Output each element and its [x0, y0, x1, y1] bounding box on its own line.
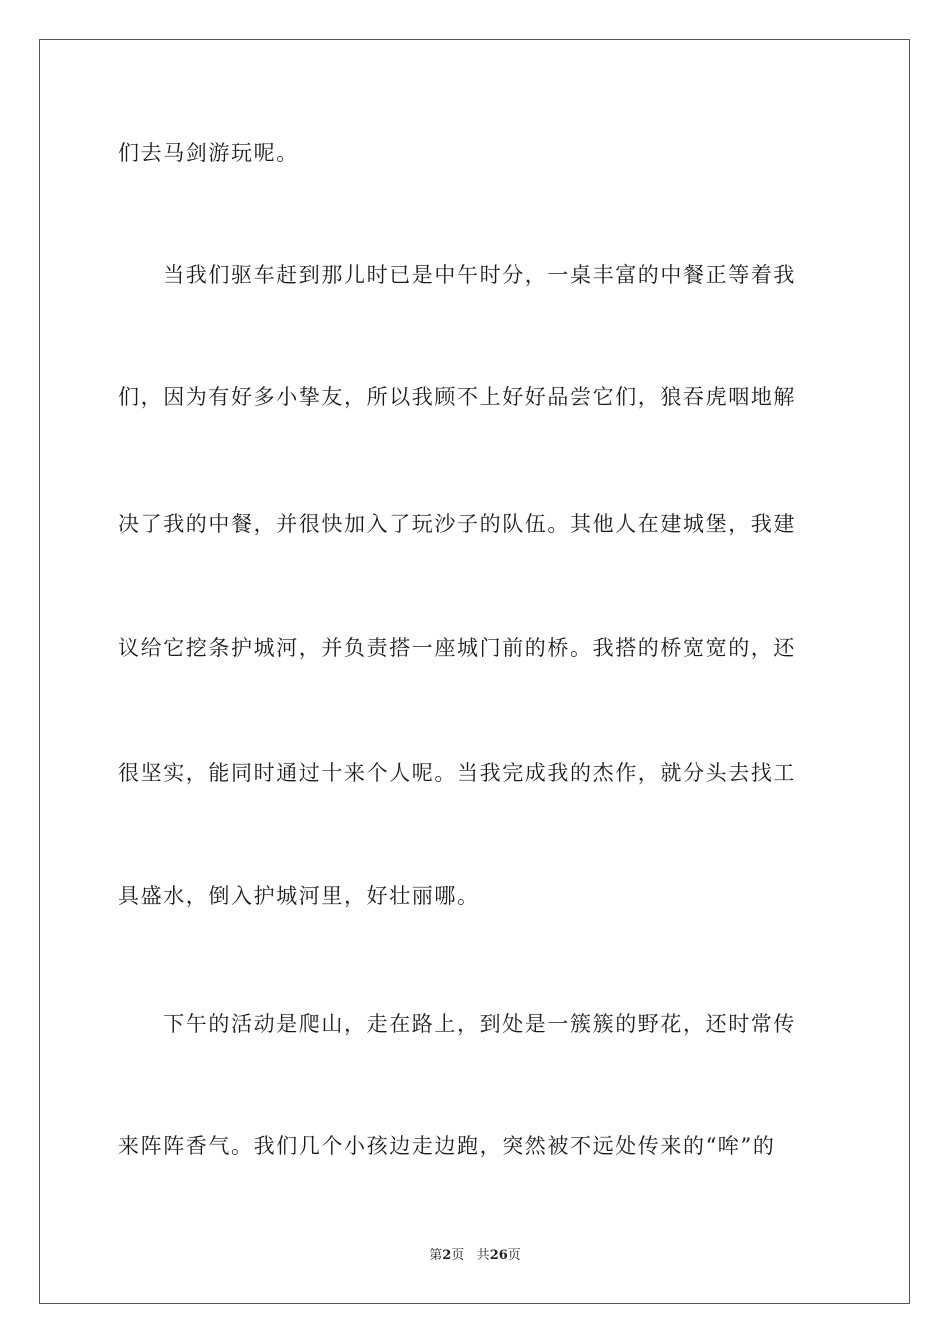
- text-line-5: 议给它挖条护城河，并负责搭一座城门前的桥。我搭的桥宽宽的，还: [118, 636, 796, 660]
- footer-page-number: 2: [442, 1248, 452, 1263]
- page-footer: [0, 1247, 950, 1265]
- footer-total-suffix: 页: [507, 1248, 521, 1263]
- text-line-2: 当我们驱车赶到那儿时已是中午时分，一桌丰富的中餐正等着我: [118, 263, 796, 287]
- text-line-7: 具盛水，倒入护城河里，好壮丽哪。: [118, 884, 480, 908]
- footer-page-prefix: 第: [429, 1248, 443, 1263]
- text-line-6: 很坚实，能同时通过十来个人呢。当我完成我的杰作，就分头去找工: [118, 761, 796, 785]
- text-line-8: 下午的活动是爬山，走在路上，到处是一簇簇的野花，还时常传: [118, 1012, 796, 1036]
- text-line-1: 们去马剑游玩呢。: [118, 141, 299, 165]
- page-border: [39, 39, 910, 1304]
- text-line-9: 来阵阵香气。我们几个小孩边走边跑，突然被不远处传来的“哞”的: [118, 1134, 776, 1158]
- text-line-4: 决了我的中餐，并很快加入了玩沙子的队伍。其他人在建城堡，我建: [118, 512, 796, 536]
- footer-total-prefix: 共: [476, 1248, 490, 1263]
- footer-total-pages: 26: [489, 1248, 508, 1263]
- footer-page-suffix: 页: [451, 1248, 465, 1263]
- text-line-3: 们，因为有好多小挚友，所以我顾不上好好品尝它们，狼吞虎咽地解: [118, 385, 796, 409]
